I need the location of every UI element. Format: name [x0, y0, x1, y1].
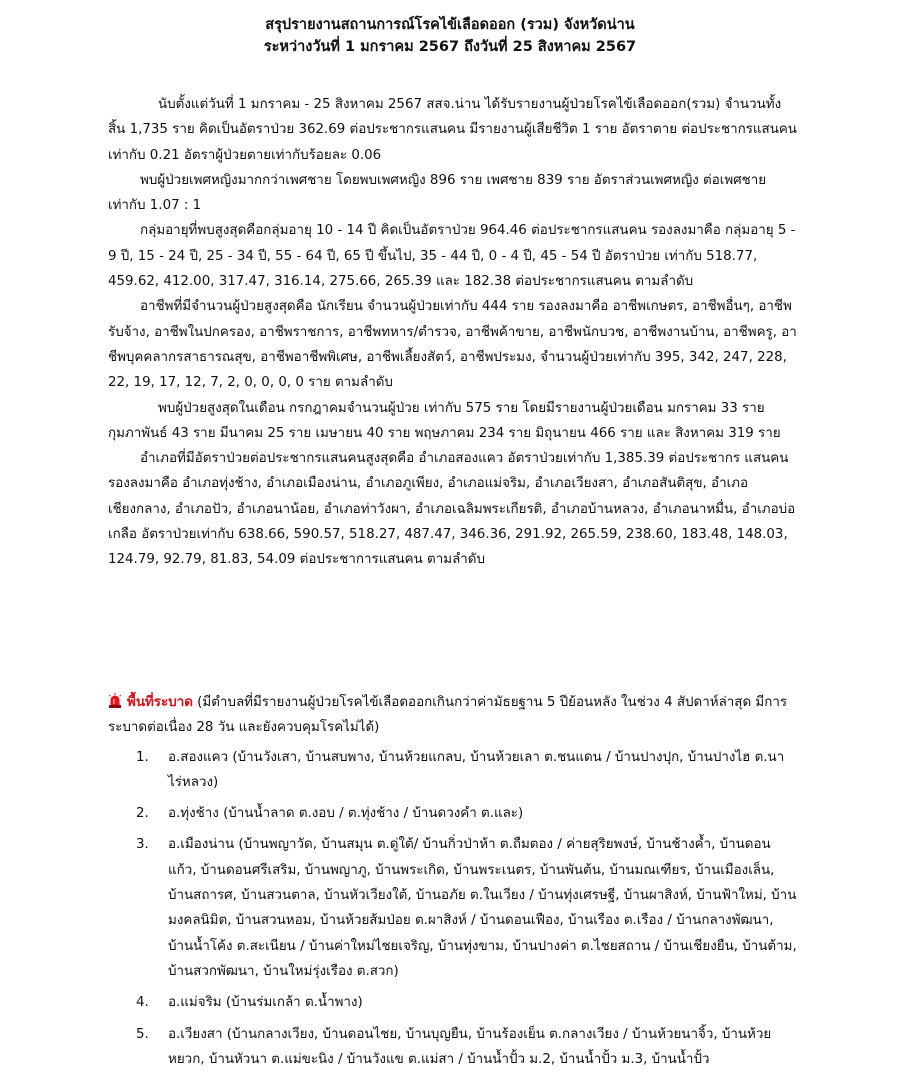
outbreak-area-list — [108, 745, 798, 1073]
paragraph-months: พบผู้ป่วยสูงสุดในเดือน กรกฎาคมจำนวนผู้ป่วย เท่ากับ 575 ราย โดยมีรายงานผู้ป่วยเดือน มกราคม 33 ราย กุมภาพันธ์ 43 ราย มีนาคม 25 ราย เมษายน 40 ราย พฤษภาคม 234 ราย มิถุนายน 466 ราย และ สิงหาคม 319 ราย — [108, 400, 781, 441]
list-item — [108, 801, 798, 826]
siren-icon — [108, 693, 122, 708]
paragraph-districts: อำเภอที่มีอัตราป่วยต่อประชากรแสนคนสูงสุดคือ อำเภอสองแคว อัตราป่วยเท่ากับ 1,385.39 ต่อประชากร แสนคน รองลงมาคือ อำเภอทุ่งช้าง, อำเภอเมืองน่าน, อำเภอภูเพียง, อำเภอแม่จริม, อำเภอเวียงสา, อำเภอสันติสุข, อำเภอเชียงกลาง, อำเภอปัว, อำเภอนาน้อย, อำเภอท่าวังผา, อำเภอเฉลิมพระเกียรติ, อำเภอบ้านหลวง, อำเภอนาหมื่น, อำเภอบ่อเกลือ อัตราป่วยเท่ากับ 638.66, 590.57, 518.27, 487.47, 346.36, 291.92, 265.59, 238.60, 183.48, 148.03, 124.79, 92.79, 81.83, 54.09 ต่อประชาการแสนคน ตามลำดับ — [108, 451, 796, 568]
list-item — [108, 832, 798, 984]
list-item-text: อ.สองแคว (บ้านวังเสา, บ้านสบพาง, บ้านห้วยแกลบ, บ้านห้วยเลา ต.ชนแดน / บ้านปางปุก, บ้านปางไฮ ต.นาไร่หลวง) — [168, 749, 785, 790]
paragraph-gender: พบผู้ป่วยเพศหญิงมากกว่าเพศชาย โดยพบเพศหญิง 896 ราย เพศชาย 839 ราย อัตราส่วนเพศหญิง ต่อเพศชาย เท่ากับ 1.07 : 1 — [108, 172, 767, 214]
list-item-number: 3. — [136, 837, 149, 853]
list-item — [108, 745, 798, 796]
list-item — [108, 990, 798, 1015]
paragraph-occupations: อาชีพที่มีจำนวนผู้ป่วยสูงสุดคือ นักเรียน จำนวนผู้ป่วยเท่ากับ 444 ราย รองลงมาคือ อาชีพเกษตร, อาชีพอื่นๆ, อาชีพรับจ้าง, อาชีพในปกครอง, อาชีพราชการ, อาชีพทหาร/ตำรวจ, อาชีพค้าขาย, อาชีพนักบวช, อาชีพงานบ้าน, อาชีพครู, อาชีพบุคคลากรสาธารณสุข, อาชีพอาชีพพิเศษ, อาชีพเลี้ยงสัตว์, อาชีพประมง, จำนวนผู้ป่วยเท่ากับ 395, 342, 247, 228, 22, 19, 17, 12, 7, 2, 0, 0, 0, 0 ราย ตามลำดับ — [108, 299, 797, 391]
outbreak-section — [108, 690, 798, 1074]
list-item-number: 1. — [136, 749, 149, 765]
list-item-number: 4. — [136, 995, 149, 1011]
report-title — [0, 14, 900, 58]
list-item-text: อ.เมืองน่าน (บ้านพญาวัด, บ้านสมุน ต.ดู่ใต้/ บ้านกิ่วป่าห้า ต.ถืมตอง / ค่ายสุริยพงษ์, บ้านช้างค้ำ, บ้านดอนแก้ว, บ้านดอนศรีเสริม, บ้านพญาภู, บ้านพระเกิด, บ้านพระเนตร, บ้านพันต้น, บ้านมณเฑียร, บ้านเมืองเล็น, บ้านสถารศ, บ้านสวนตาล, บ้านหัวเวียงใต้, บ้านอภัย ต.ในเวียง / บ้านทุ่งเศรษฐี, บ้านผาสิงห์, บ้านฟ้าใหม่, บ้านมงคลนิมิต, บ้านสวนหอม, บ้านห้วยส้มป่อย ต.ผาสิงห์ / บ้านดอนเฟือง, บ้านเรือง ต.เรือง / บ้านกลางพัฒนา, บ้านน้ำโค้ง ต.สะเนียน / บ้านค่าใหม่ไชยเจริญ, บ้านทุ่งขาม, บ้านปางค่า ต.ไชยสถาน / บ้านเชียงยืน, บ้านต้าม, บ้านสวกพัฒนา, บ้านใหม่รุ่งเรือง ต.สวก) — [168, 837, 797, 979]
outbreak-heading — [108, 690, 798, 741]
outbreak-label: พื้นที่ระบาด — [127, 695, 193, 710]
outbreak-description: (มีตำบลที่มีรายงานผู้ป่วยโรคไข้เลือดออกเกินกว่าค่ามัธยฐาน 5 ปีย้อนหลัง ในช่วง 4 สัปดาห์ล่าสุด มีการระบาดต่อเนื่อง 28 วัน และยังควบคุมโรคไม่ได้) — [108, 695, 788, 736]
list-item — [108, 1022, 798, 1073]
paragraph-age-groups: กลุ่มอายุที่พบสูงสุดคือกลุ่มอายุ 10 - 14 ปี คิดเป็นอัตราป่วย 964.46 ต่อประชากรแสนคน รองลงมาคือ กลุ่มอายุ 5 - 9 ปี, 15 - 24 ปี, 25 - 34 ปี, 55 - 64 ปี, 65 ปี ขึ้นไป, 35 - 44 ปี, 0 - 4 ปี, 45 - 54 ปี อัตราป่วย เท่ากับ 518.77, 459.62, 412.00, 317.47, 316.14, 275.66, 265.39 และ 182.38 ต่อประชากรแสนคน ตามลำดับ — [108, 223, 796, 290]
title-line-1: สรุปรายงานสถานการณ์โรคไข้เลือดออก (รวม) จังหวัดน่าน — [265, 17, 635, 33]
paragraph-summary: นับตั้งแต่วันที่ 1 มกราคม - 25 สิงหาคม 2567 สสจ.น่าน ได้รับรายงานผู้ป่วยโรคไข้เลือดออก(รวม) จำนวนทั้งสิ้น 1,735 ราย คิดเป็นอัตราป่วย 362.69 ต่อประชากรแสนคน มีรายงานผู้เสียชีวิต 1 ราย อัตราตาย ต่อประชากรแสนคน เท่ากับ 0.21 อัตราผู้ป่วยตายเท่ากับร้อยละ 0.06 — [108, 97, 797, 163]
list-item-number: 5. — [136, 1026, 149, 1042]
list-item-text: อ.ทุ่งช้าง (บ้านน้ำลาด ต.งอบ / ต.ทุ่งช้าง / บ้านดวงคำ ต.และ) — [168, 806, 524, 822]
list-item-text: อ.เวียงสา (บ้านกลางเวียง, บ้านดอนไชย, บ้านบุญยืน, บ้านร้องเย็น ต.กลางเวียง / บ้านห้วยนาจิ้ว, บ้านห้วยหยวก, บ้านหัวนา ต.แม่ขะนิง / บ้านวังแข ต.แม่สา / บ้านน้ำปั้ว ม.2, บ้านน้ำปั้ว ม.3, บ้านน้ำปั้ว — [168, 1026, 772, 1067]
title-line-2: ระหว่างวันที่ 1 มกราคม 2567 ถึงวันที่ 25 สิงหาคม 2567 — [263, 39, 637, 55]
list-item-number: 2. — [136, 806, 149, 822]
report-body — [108, 92, 798, 573]
list-item-text: อ.แม่จริม (บ้านร่มเกล้า ต.น้ำพาง) — [168, 995, 363, 1011]
